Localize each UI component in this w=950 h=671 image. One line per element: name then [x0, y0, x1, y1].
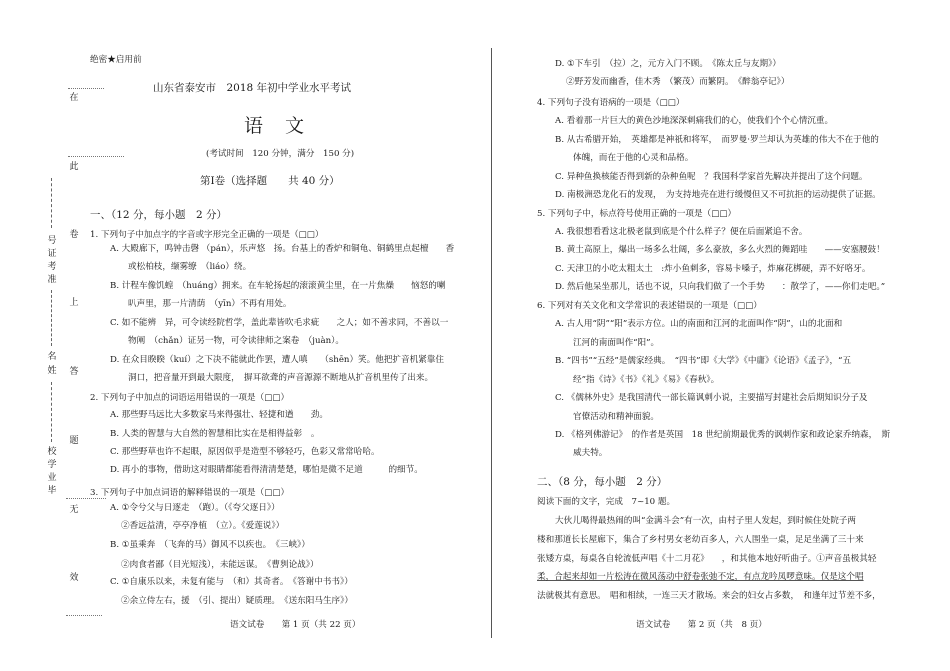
- margin-field-line: [51, 290, 53, 346]
- q4-option-c: C. 异种鱼换核能否得到新的杂种鱼呢 ？我国科学家首先解决并提出了这个问题。: [555, 172, 868, 182]
- q6-option-c: C. 《儒林外史》是我国清代一部长篇讽刺小说，主要描写封建社会后期知识分子及: [555, 393, 868, 403]
- q1-option-c-cont: 物阐 （chǎn）证另一物，可令读律师之案卷 （juàn）。: [128, 336, 345, 346]
- q2-option-b: B. 人类的智慧与大自然的智慧相比实在是相得益彰 。: [110, 429, 320, 439]
- q4-option-d: D. 南极洲恐龙化石的发现， 为支持地壳在进行缓慢但又不可抗拒的运动提供了证据。: [555, 190, 881, 200]
- passage-line-2: 楼和那道长长屋廊下，集合了乡村男女老幼百多人，六人围坐一桌，足足坐满了三十来: [537, 535, 864, 545]
- q4-option-b-cont: 体魄，而在于他的心灵和品格。: [573, 153, 694, 163]
- q6-option-d-cont: 威夫特。: [573, 448, 608, 458]
- margin-field-char: 考: [47, 262, 57, 272]
- q1-option-a-cont: 或松柏枝，缬雾缭 （liáo）绕。: [128, 262, 252, 272]
- q5-option-a: A. 我很想看看这北极老鼠到底是个什么样子？便在后面紧追不舍。: [555, 227, 808, 237]
- q3-option-d: D. ①下车引 （拉）之，元方入门不顾。 《陈太丘与友期》）: [555, 59, 781, 69]
- q3-option-d-2: ②野芳发而幽香，佳木秀 （繁茂）而繁阴。 《醉翁亭记》）: [566, 77, 790, 87]
- passage-line-5: 法就极其有意思。 唱和相续，一连三天才散场。来会的妇女占多数， 和逢年过节差不多，: [537, 591, 881, 601]
- margin-dots: [66, 498, 106, 500]
- q2-option-a: A. 那些野马远比大多数家马来得强壮、轻捷和遒 劲。: [110, 410, 328, 420]
- passage-line-3: 张矮方桌，每桌各自轮流低声唱《十二月花》 ，和其他本地好听曲子。①声音虽极其轻: [537, 554, 877, 564]
- q6-option-a: A. 古人用“阴”“阳”表示方位。山的南面和江河的北面叫作“阴”，山的北面和: [555, 319, 843, 329]
- q6-option-b-cont: 经”指《诗》《书》《礼》《易》《春秋》。: [573, 375, 720, 385]
- page-divider: [491, 48, 492, 638]
- exam-info: (考试时间 120 分钟，满分 150 分): [206, 149, 355, 159]
- margin-dots: [66, 615, 102, 617]
- q4-option-b: B. 从古希腊开始， 英雄都是神祇和将军， 而罗曼·罗兰却认为英雄的伟大不在于他的: [555, 135, 879, 145]
- question-1: 1. 下列句子中加点字的字音或字形完全正确的一项是（□□）: [90, 230, 324, 240]
- q5-option-c: C. 天津卫的小吃太粗太土 :炸小鱼刺多，容易卡嗓子，炸麻花梆硬，弄不好咯牙。: [555, 264, 871, 274]
- margin-char: 在: [69, 93, 79, 103]
- q6-option-d: D. 《格列佛游记》 的作者是英国 18 世纪前期最优秀的讽刺作家和政论家乔纳森， 斯: [555, 430, 891, 440]
- margin-field-char: 毕: [47, 486, 57, 496]
- subject-title: 语文: [244, 115, 327, 137]
- margin-field-char: 校: [47, 447, 57, 457]
- section-one-heading: 一、（12 分，每小题 2 分）: [90, 209, 227, 221]
- margin-field-char: 学: [47, 460, 57, 470]
- q1-option-d-cont: 洞口，把音量开到最大限度， 摒耳欲聋的声音源源不断地从扩音机里传了出来。: [128, 373, 434, 383]
- passage-line-1: 大伙儿喝得最热闹的叫“金满斗会”有一次，由村子里人发起，到时候住处院子两: [555, 516, 856, 526]
- question-4: 4. 下列句子没有语病的一项是（□□）: [537, 98, 685, 108]
- q3-option-b-2: ②肉食者鄙（目光短浅），未能远谋。 《曹刿论战》）: [121, 560, 319, 570]
- margin-field-char: 姓: [47, 366, 57, 376]
- q3-option-a: A. ①令兮父与日逐走 （跑）。（《夸父逐日》）: [110, 503, 280, 513]
- question-5: 5. 下列句子中，标点符号使用正确的一项是（□□）: [537, 209, 737, 219]
- q2-option-d: D. 再小的事物，借助这对眼睛都能看得清清楚楚，哪怕是微不足道 的细节。: [110, 465, 423, 475]
- q1-option-d: D. 在众目睽睽（kuí）之下决不能就此作罢，遭人嗔 （shēn）笑。他把扩音机紧靠住: [110, 355, 444, 365]
- q6-option-b: B. “四书”“五经”是儒家经典。 “四书”即《大学》《中庸》《论语》《孟子》，“五: [555, 356, 852, 366]
- q4-option-a: A. 看着那一片巨大的黄色沙地深深刺痛我们的心，使我们个个心情沉重。: [555, 116, 834, 126]
- section-two-heading: 二、（8 分，每小题 2 分）: [537, 476, 668, 488]
- margin-char: 答: [69, 367, 79, 377]
- q1-option-b: B. 计程车像饥蝗 （huáng）拥来。在车轮扬起的滚滚黄尘里，在一片焦燥 恼怒的喇: [110, 281, 446, 291]
- q3-option-b: B. ①虽乘奔 （飞奔的马）御风不以疾也。 《三峡》）: [110, 540, 310, 550]
- margin-dots: [68, 156, 124, 158]
- margin-char: 卷: [69, 230, 79, 240]
- question-3: 3. 下列句子中加点词语的解释错误的一项是（□□）: [90, 488, 290, 498]
- margin-char: 此: [69, 162, 79, 172]
- q3-option-a-2: ②香远益清，亭亭净植 （立）。《爱莲说》）: [121, 521, 285, 531]
- q3-option-c: C. ①自康乐以来，未复有能与 （和）其奇者。 《答谢中书书》）: [110, 577, 353, 587]
- q5-option-b: B. 黄土高原上，爆出一场多么壮阔，多么豪放，多么火烈的舞蹈哇 ——安塞腰鼓！: [555, 245, 885, 255]
- margin-field-line: [51, 382, 53, 442]
- exam-title: 山东省泰安市 2018 年初中学业水平考试: [153, 82, 352, 94]
- reading-intro: 阅读下面的文字，完成 7~10 题。: [537, 497, 676, 507]
- page-footer-left: 语文试卷 第 1 页（共 22 页）: [230, 620, 361, 630]
- margin-field-char: 号: [47, 236, 57, 246]
- q3-option-c-2: ②余立侍左右，援 （引、提出）疑质理。 《送东阳马生序》）: [121, 596, 354, 606]
- q2-option-c: C. 那些野草也许不起眼，原因似乎是造型不够轻巧，色彩又常常哈哈。: [110, 447, 380, 457]
- passage-line-4: 柔，合起来却如一片松涛在微风荡动中舒卷张弛不定，有点龙吟凤啰意味。仅是这个唱: [537, 572, 864, 582]
- q1-option-a: A. 大殿廊下，鸣钟击磬 （pán），乐声悠 扬。台基上的香炉和铜龟、铜鹤里点起檀 香: [110, 244, 455, 254]
- margin-char: 无: [69, 505, 79, 515]
- margin-field-char: 准: [47, 275, 57, 285]
- margin-field-line: [51, 178, 53, 228]
- part-title: 第Ⅰ卷（选择题 共 40 分）: [200, 175, 340, 187]
- q6-option-c-cont: 官僚活动和精神面貌。: [573, 412, 659, 422]
- question-6: 6. 下列对有关文化和文学常识的表述错误的一项是（□□）: [537, 301, 762, 311]
- margin-dots: [68, 88, 104, 90]
- secret-label: 绝密★启用前: [90, 55, 142, 65]
- q1-option-c: C. 如不能辨 异，可令读经院哲学，盖此辈皆吹毛求疵 之人；如不善求同，不善以一: [110, 318, 449, 328]
- margin-field-char: 名: [47, 352, 57, 362]
- margin-field-char: 业: [47, 473, 57, 483]
- margin-char: 题: [69, 436, 79, 446]
- margin-field-char: 证: [47, 249, 57, 259]
- q1-option-b-cont: 叭声里，那一片清荫 （yīn）不再有用处。: [128, 299, 292, 309]
- page-footer-right: 语文试卷 第 2 页（共 8 页）: [636, 620, 767, 630]
- margin-char: 上: [69, 298, 79, 308]
- q6-option-a-cont: 江河的南面叫作“阳”。: [573, 338, 660, 348]
- q5-option-d: D. 然后他呆坐那儿，话也不说，只向我们做了一个手势 ：散学了，——你们走吧。”: [555, 282, 886, 292]
- question-2: 2. 下列句子中加点的词语运用错误的一项是（□□）: [90, 393, 290, 403]
- margin-char: 效: [69, 573, 79, 583]
